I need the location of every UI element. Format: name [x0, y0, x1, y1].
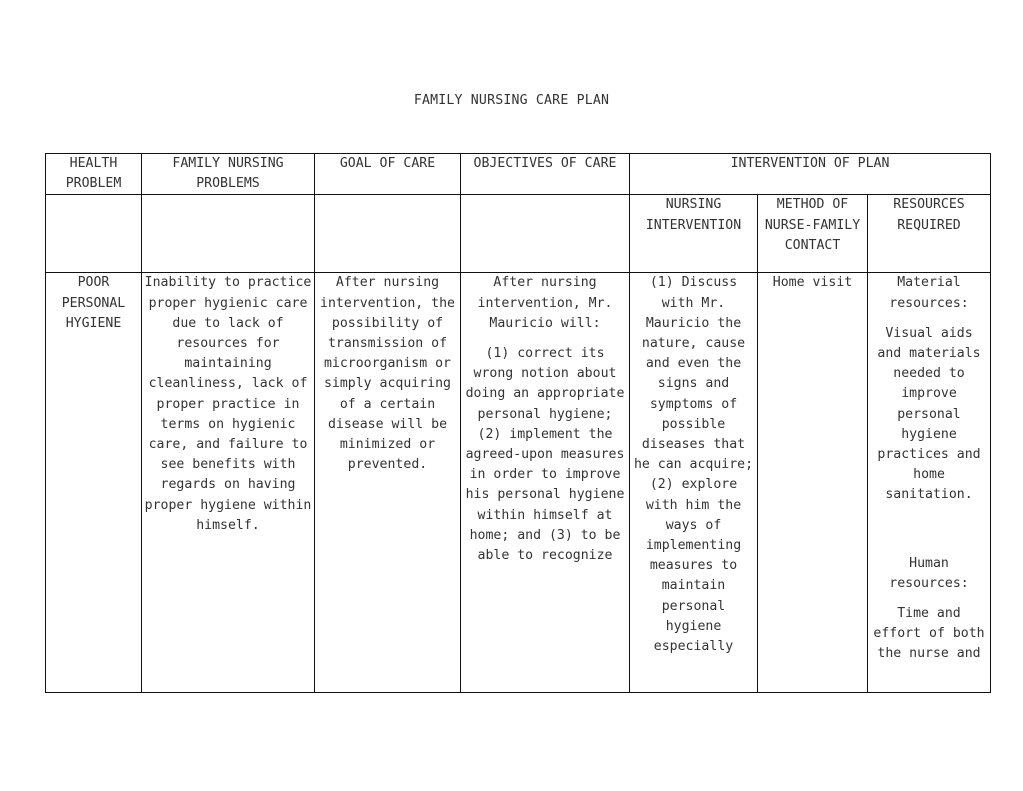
header-goal-of-care: GOAL OF CARE	[315, 154, 461, 195]
cell-family-nursing-problems: Inability to practice proper hygienic care due to lack of resources for maintaining cleanliness, lack of proper practice in terms on hygienic care, and failure to see benefits with regards on having proper hygiene within himself.	[142, 273, 315, 693]
header-family-nursing-problems: FAMILY NURSING PROBLEMS	[142, 154, 315, 195]
cell-goal-of-care: After nursing intervention, the possibility of transmission of microorganism or simply acquiring of a certain disease will be minimized or prevented.	[315, 273, 461, 693]
material-resources-body: Visual aids and materials needed to improve personal hygiene practices and home sanitation.	[877, 325, 981, 503]
cell-method-of-contact: Home visit	[758, 273, 868, 693]
header-method-of-contact: METHOD OF NURSE-FAMILY CONTACT	[758, 195, 868, 273]
header-nursing-intervention: NURSING INTERVENTION	[630, 195, 758, 273]
care-plan-table	[45, 153, 991, 693]
cell-nursing-intervention: (1) Discuss with Mr. Mauricio the nature, cause and even the signs and symptoms of possible diseases that he can acquire; (2) explore with him the ways of implementing measures to maintain personal hygiene especially	[630, 273, 758, 693]
objectives-body: (1) correct its wrong notion about doing an appropriate personal hygiene; (2) implement the agreed-upon measures in order to improve his personal hygiene within himself at home; and (3) to be able to recognize	[465, 346, 625, 564]
empty-header-cell	[142, 195, 315, 273]
cell-health-problem: POOR PERSONAL HYGIENE	[46, 273, 142, 693]
header-intervention-of-plan: INTERVENTION OF PLAN	[630, 154, 991, 195]
empty-header-cell	[315, 195, 461, 273]
human-resources-body: Time and effort of both the nurse and	[873, 606, 985, 662]
empty-header-cell	[46, 195, 142, 273]
human-resources-heading: Human resources:	[889, 555, 969, 591]
header-row-2	[46, 195, 991, 273]
header-resources-required: RESOURCES REQUIRED	[868, 195, 991, 273]
material-resources-heading: Material resources:	[889, 275, 969, 311]
cell-objectives-of-care	[461, 273, 630, 693]
header-row-1	[46, 154, 991, 195]
header-objectives-of-care: OBJECTIVES OF CARE	[461, 154, 630, 195]
header-health-problem: HEALTH PROBLEM	[46, 154, 142, 195]
document-title: FAMILY NURSING CARE PLAN	[413, 93, 610, 108]
cell-resources-required	[868, 273, 991, 693]
table-row	[46, 273, 991, 693]
empty-header-cell	[461, 195, 630, 273]
objectives-intro: After nursing intervention, Mr. Mauricio will:	[477, 275, 613, 331]
